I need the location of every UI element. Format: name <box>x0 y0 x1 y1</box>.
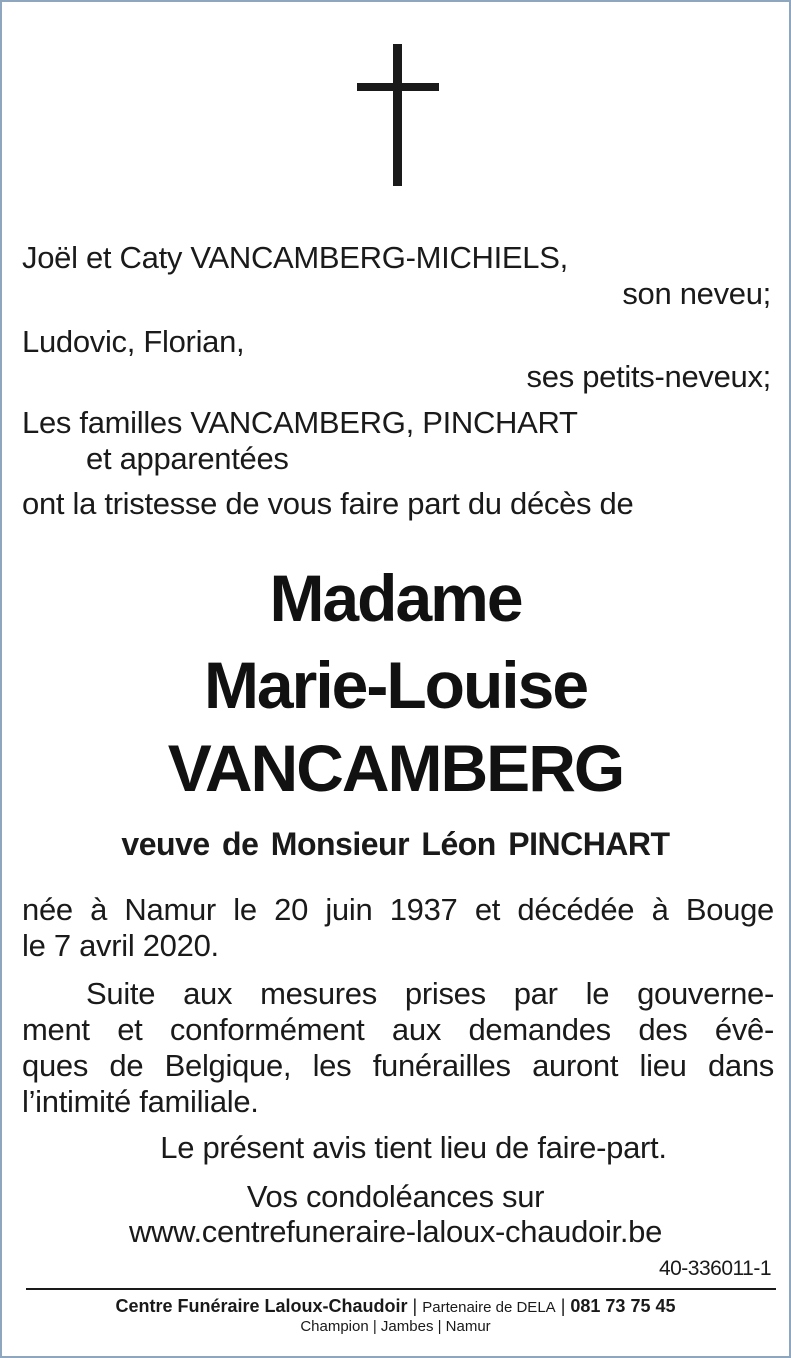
notice-replaces: Le présent avis tient lieu de faire-part. <box>160 1130 667 1165</box>
condolences-label: Vos condoléances sur <box>246 1179 545 1214</box>
family-line-3b: et apparentées <box>86 441 289 476</box>
measures-line-4: l’intimité familiale. <box>22 1084 259 1119</box>
condolences-website[interactable]: www.centrefuneraire-laloux-chaudoir.be <box>128 1214 663 1249</box>
measures-line-2: ment et conformément aux demandes des évê- <box>22 1012 774 1047</box>
widow-of: veuve de Monsieur Léon PINCHART <box>121 826 670 862</box>
partner-text: Partenaire de DELA <box>422 1299 556 1316</box>
separator: | <box>412 1296 418 1316</box>
deceased-last-name: VANCAMBERG <box>167 731 624 805</box>
cross-icon <box>357 44 439 186</box>
family-line-1: Joël et Caty VANCAMBERG-MICHIELS, <box>22 240 568 275</box>
family-line-3: Les familles VANCAMBERG, PINCHART <box>22 405 578 440</box>
company-name: Centre Funéraire Laloux-Chaudoir <box>115 1296 408 1316</box>
deceased-title: Madame <box>269 561 522 635</box>
birth-death-line-1: née à Namur le 20 juin 1937 et décédée à Bouge <box>22 892 774 927</box>
divider <box>26 1288 776 1290</box>
footer-locations: Champion | Jambes | Namur <box>300 1318 491 1335</box>
birth-death-line-2: le 7 avril 2020. <box>22 928 219 963</box>
announcement-line: ont la tristesse de vous faire part du décès de <box>22 486 634 521</box>
separator: | <box>560 1296 566 1316</box>
measures-line-3: ques de Belgique, les funérailles auront lieu dans <box>22 1048 774 1083</box>
family-line-2: Ludovic, Florian, <box>22 324 245 359</box>
deceased-first-name: Marie-Louise <box>203 648 588 722</box>
reference-number: 40-336011-1 <box>658 1257 771 1280</box>
relation-line-2: ses petits-neveux; <box>526 359 771 394</box>
phone-number: 081 73 75 45 <box>570 1296 676 1316</box>
relation-line-1: son neveu; <box>622 276 771 311</box>
measures-line-1: Suite aux mesures prises par le gouverne- <box>86 976 774 1011</box>
